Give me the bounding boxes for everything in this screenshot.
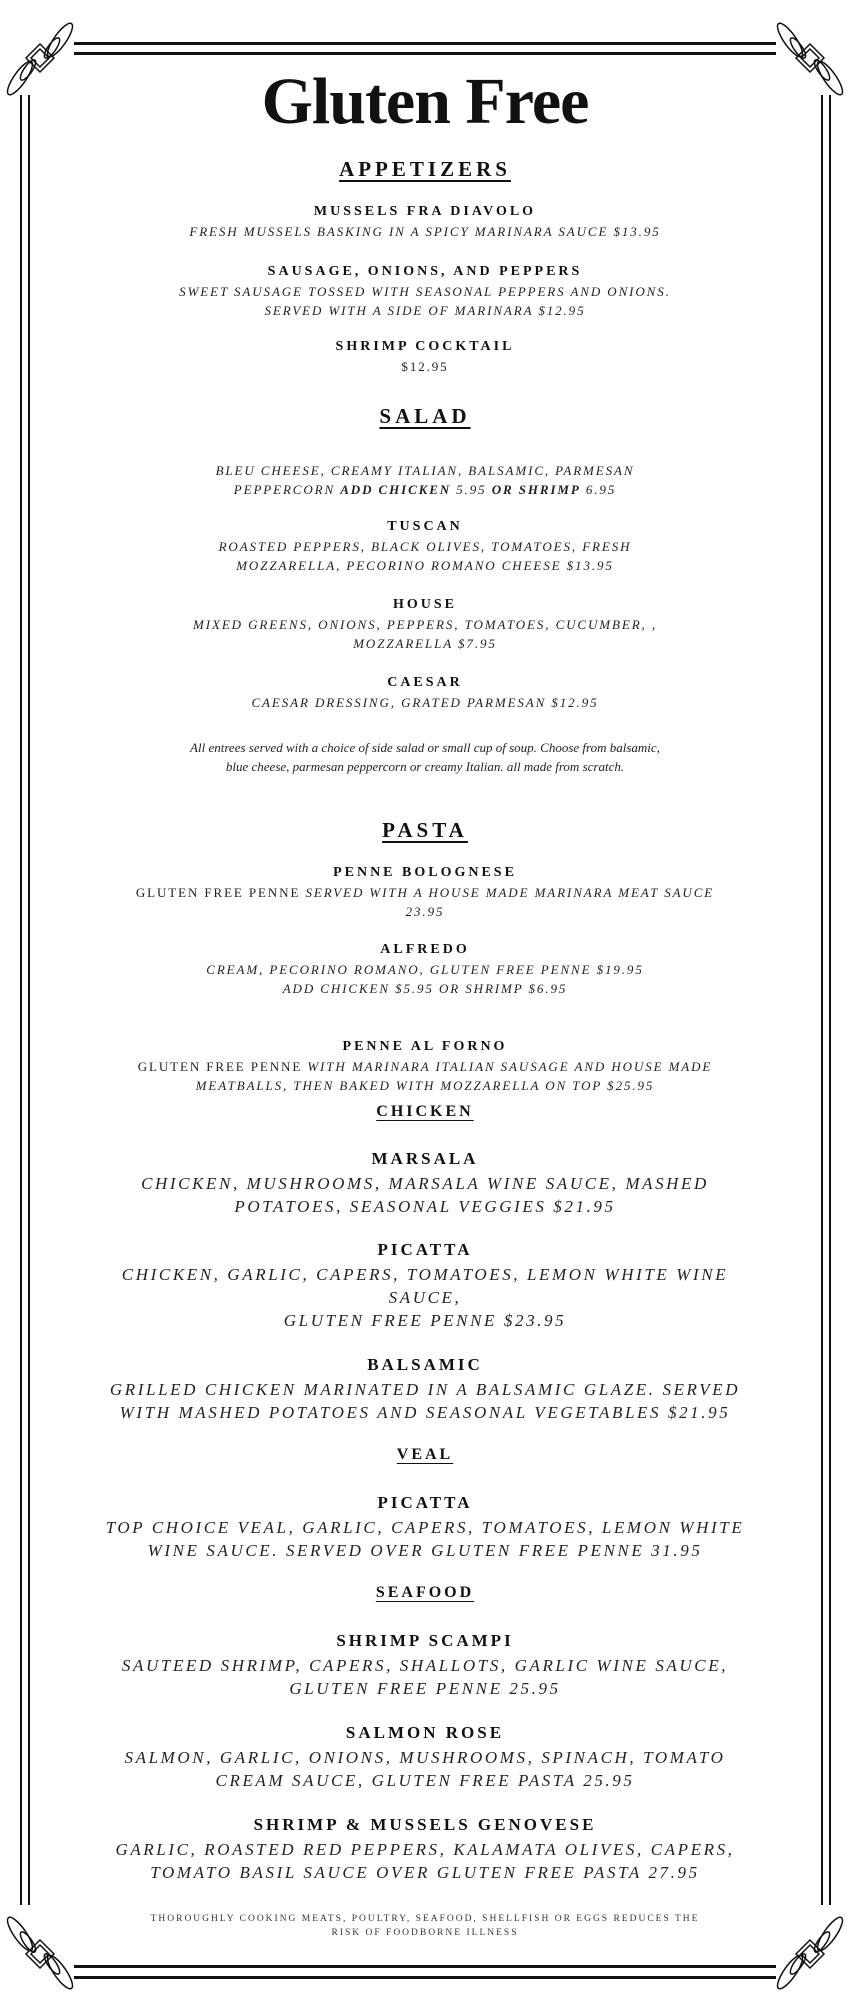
footer-line: THOROUGHLY COOKING MEATS, POULTRY, SEAFOOD, SHELLFISH OR EGGS REDUCES THE — [150, 1914, 700, 1924]
bottom-border-line — [74, 1976, 776, 1979]
menu-item — [60, 1037, 790, 1095]
menu-item — [60, 1490, 790, 1562]
section-heading-text: VEAL — [396, 1446, 454, 1463]
description-segment: GLUTEN FREE PENNE — [137, 1059, 308, 1074]
menu-item-name: PENNE BOLOGNESE — [333, 865, 517, 880]
menu-item-description — [60, 357, 790, 376]
right-border-line — [829, 95, 831, 1905]
menu-item-description: CHICKEN, MUSHROOMS, MARSALA WINE SAUCE, MASHED — [141, 1174, 709, 1193]
menu-item-name: HOUSE — [392, 597, 457, 612]
section-heading-text: PASTA — [382, 818, 468, 842]
menu-item-name: PICATTA — [377, 1493, 473, 1512]
menu-item-name: SHRIMP SCAMPI — [336, 1631, 514, 1650]
menu-item — [60, 595, 790, 653]
left-border-line — [20, 95, 22, 1905]
section-heading-text: CHICKEN — [376, 1103, 474, 1120]
menu-item-description: ROASTED PEPPERS, BLACK OLIVES, TOMATOES, FRESH — [218, 539, 632, 554]
footer-line: RISK OF FOODBORNE ILLNESS — [331, 1928, 519, 1938]
description-segment: WITH MARINARA ITALIAN SAUSAGE AND HOUSE MADE — [307, 1059, 713, 1074]
menu-item-description: WITH MASHED POTATOES AND SEASONAL VEGETABLES $21.95 — [119, 1403, 731, 1422]
menu-item-description: 23.95 — [405, 904, 445, 919]
menu-item-name: MUSSELS FRA DIAVOLO — [313, 204, 537, 219]
menu-item-description: GLUTEN FREE PENNE $23.95 — [283, 1311, 567, 1330]
menu-item-description: MIXED GREENS, ONIONS, PEPPERS, TOMATOES, CUCUMBER, , — [193, 617, 657, 632]
menu-item-name: SHRIMP COCKTAIL — [335, 339, 515, 354]
menu-item-name: TUSCAN — [387, 519, 463, 534]
menu-item — [60, 262, 790, 320]
menu-item — [60, 517, 790, 575]
entree-note — [0, 738, 850, 776]
menu-item-name: SAUSAGE, ONIONS, AND PEPPERS — [267, 264, 583, 279]
menu-item-description: SAUCE, — [388, 1288, 462, 1307]
menu-item-description: SALMON, GARLIC, ONIONS, MUSHROOMS, SPINACH, TOMATO — [124, 1748, 726, 1767]
description-segment: PEPPERCORN — [233, 482, 341, 497]
description-segment: $12.95 — [401, 359, 449, 374]
section-heading — [60, 157, 790, 182]
menu-item-name: MARSALA — [371, 1149, 479, 1168]
menu-item-description: CREAM SAUCE, GLUTEN FREE PASTA 25.95 — [215, 1771, 635, 1790]
section-heading — [60, 1446, 790, 1464]
menu-item — [60, 1720, 790, 1792]
menu-item — [60, 1237, 790, 1332]
menu-item — [60, 202, 790, 241]
menu-item-description: MOZZARELLA, PECORINO ROMANO CHEESE $13.95 — [236, 558, 614, 573]
menu-item — [60, 940, 790, 998]
food-safety-footer — [0, 1912, 850, 1940]
note-line: blue cheese, parmesan peppercorn or creamy Italian. all made from scratch. — [225, 759, 625, 774]
menu-item-description: CHICKEN, GARLIC, CAPERS, TOMATOES, LEMON WHITE WINE — [121, 1265, 729, 1284]
description-segment: SERVED WITH A HOUSE MADE MARINARA MEAT SAUCE — [305, 885, 715, 900]
menu-item-description — [60, 480, 790, 499]
top-border-line — [74, 52, 776, 55]
menu-item-name: PICATTA — [377, 1240, 473, 1259]
menu-item — [60, 673, 790, 712]
menu-item-description: SAUTEED SHRIMP, CAPERS, SHALLOTS, GARLIC WINE SAUCE, — [121, 1656, 729, 1675]
menu-item — [60, 863, 790, 921]
menu-item-description — [60, 883, 790, 902]
top-border-line — [74, 42, 776, 45]
menu-item-name: SHRIMP & MUSSELS GENOVESE — [253, 1815, 597, 1834]
menu-item-description: MEATBALLS, THEN BAKED WITH MOZZARELLA ON TOP $25.95 — [195, 1078, 655, 1093]
section-heading-text: APPETIZERS — [339, 157, 511, 181]
menu-item-description — [60, 1057, 790, 1076]
menu-item-name: ALFREDO — [380, 942, 470, 957]
menu-item-description: ADD CHICKEN $5.95 OR SHRIMP $6.95 — [282, 981, 568, 996]
bottom-border-line — [74, 1965, 776, 1968]
menu-item-description: GARLIC, ROASTED RED PEPPERS, KALAMATA OLIVES, CAPERS, — [115, 1840, 735, 1859]
menu-item-name: SALMON ROSE — [345, 1723, 505, 1742]
menu-item-description: WINE SAUCE. SERVED OVER GLUTEN FREE PENNE 31.95 — [147, 1541, 703, 1560]
description-segment: 6.95 — [580, 482, 617, 497]
description-segment: ADD CHICKEN — [340, 482, 452, 497]
menu-item-name: BALSAMIC — [367, 1355, 483, 1374]
section-heading-text: SEAFOOD — [375, 1584, 475, 1601]
menu-item-description: CAESAR DRESSING, GRATED PARMESAN $12.95 — [251, 695, 599, 710]
note-line: All entrees served with a choice of side salad or small cup of soup. Choose from balsamic, — [190, 740, 660, 755]
description-segment: GLUTEN FREE PENNE — [135, 885, 306, 900]
description-segment: OR SHRIMP — [491, 482, 581, 497]
menu-item-description: FRESH MUSSELS BASKING IN A SPICY MARINARA SAUCE $13.95 — [189, 224, 661, 239]
left-border-line — [28, 95, 30, 1905]
section-heading — [60, 404, 790, 429]
menu-item — [60, 1352, 790, 1424]
menu-item-description: SERVED WITH A SIDE OF MARINARA $12.95 — [264, 303, 586, 318]
menu-item-description: TOP CHOICE VEAL, GARLIC, CAPERS, TOMATOES, LEMON WHITE — [105, 1518, 745, 1537]
menu-item-description: GLUTEN FREE PENNE 25.95 — [289, 1679, 561, 1698]
section-heading — [60, 818, 790, 843]
page-title: Gluten Free — [261, 65, 589, 138]
menu-item-description: MOZZARELLA $7.95 — [353, 636, 497, 651]
menu-item-description: SWEET SAUSAGE TOSSED WITH SEASONAL PEPPERS AND ONIONS. — [179, 284, 671, 299]
description-segment: 5.95 — [451, 482, 492, 497]
menu-item-name: PENNE AL FORNO — [342, 1039, 508, 1054]
menu-item — [60, 337, 790, 376]
menu-item — [60, 1812, 790, 1884]
menu-item-name: CAESAR — [387, 675, 463, 690]
menu-item — [60, 1146, 790, 1218]
section-heading — [60, 1584, 790, 1602]
menu-item — [60, 1628, 790, 1700]
menu-item-description: TOMATO BASIL SAUCE OVER GLUTEN FREE PASTA 27.95 — [150, 1863, 700, 1882]
menu-item-description: POTATOES, SEASONAL VEGGIES $21.95 — [234, 1197, 616, 1216]
menu-item — [60, 461, 790, 499]
menu-item-description: GRILLED CHICKEN MARINATED IN A BALSAMIC GLAZE. SERVED — [109, 1380, 741, 1399]
menu-item-description: BLEU CHEESE, CREAMY ITALIAN, BALSAMIC, PARMESAN — [215, 463, 635, 478]
menu-item-description: CREAM, PECORINO ROMANO, GLUTEN FREE PENNE $19.95 — [206, 962, 644, 977]
right-border-line — [821, 95, 823, 1905]
section-heading-text: SALAD — [379, 404, 471, 428]
section-heading — [60, 1103, 790, 1121]
